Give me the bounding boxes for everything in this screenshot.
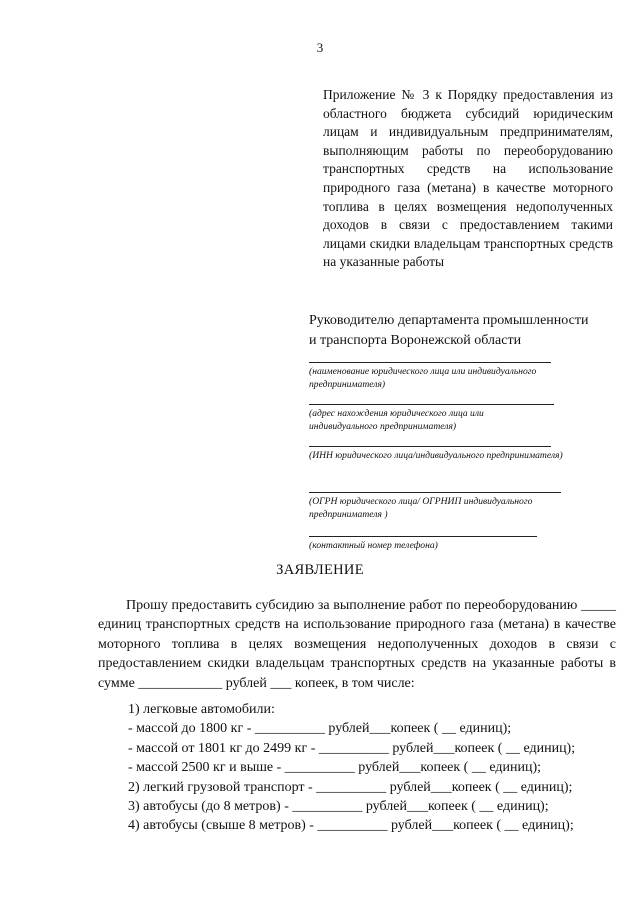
addressee-block <box>309 311 619 351</box>
applicant-phone-caption: (контактный номер телефона) <box>309 540 438 551</box>
applicant-ogrn-field <box>309 492 561 521</box>
list-item: - массой от 1801 кг до 2499 кг - __________ рублей___копеек ( __ единиц); <box>128 740 576 756</box>
list-item: 2) легкий грузовой транспорт - __________ рублей___копеек ( __ единиц); <box>128 779 573 795</box>
document-title: ЗАЯВЛЕНИЕ <box>276 562 364 578</box>
request-paragraph <box>98 596 616 693</box>
applicant-phone-field <box>309 536 537 552</box>
addressee-line-2: и транспорта Воронежской области <box>309 333 522 348</box>
applicant-name-field <box>309 362 551 391</box>
list-item: 3) автобусы (до 8 метров) - __________ рублей___копеек ( __ единиц); <box>128 799 549 815</box>
applicant-address-line <box>309 404 554 405</box>
list-item: - массой 2500 кг и выше - __________ рублей___копеек ( __ единиц); <box>128 760 542 776</box>
list-item: - массой до 1800 кг - __________ рублей___копеек ( __ единиц); <box>128 721 512 737</box>
applicant-inn-field <box>309 446 609 462</box>
applicant-ogrn-caption: (ОГРН юридического лица/ ОГРНИП индивидуального предпринимателя ) <box>309 496 533 520</box>
applicant-ogrn-line <box>309 492 561 493</box>
applicant-name-line <box>309 362 551 363</box>
applicant-inn-caption: (ИНН юридического лица/индивидуального предпринимателя) <box>309 450 563 461</box>
applicant-address-field <box>309 404 554 433</box>
page-number: 3 <box>316 40 324 55</box>
applicant-address-caption: (адрес нахождения юридического лица или индивидуального предпринимателя) <box>309 408 484 432</box>
list-item: 4) автобусы (свыше 8 метров) - __________ рублей___копеек ( __ единиц); <box>128 818 574 834</box>
list-item: 1) легковые автомобили: <box>128 702 275 717</box>
applicant-inn-line <box>309 446 551 447</box>
vehicle-items-list <box>128 700 628 836</box>
addressee-line-1: Руководителю департамента промышленности <box>309 313 589 328</box>
appendix-header: Приложение № 3 к Порядку предоставления из областного бюджета субсидий юридическим лицам и индивидуальным предпринимателям, выполняющим работы по переоборудованию транспортных средств на использование природного газа (метана) в качестве моторного топлива в целях возмещения недополученных доходов в связи с предоставлением такими лицами скидки владельцам транспортных средств на указанные работы <box>323 87 613 270</box>
applicant-phone-line <box>309 536 537 537</box>
applicant-name-caption: (наименование юридического лица или индивидуального предпринимателя) <box>309 366 537 390</box>
request-text: Прошу предоставить субсидию за выполнение работ по переоборудованию _____ единиц транспортных средств на использование природного газа (метана) в качестве моторного топлива в целях возмещения недополученных доходов в связи с предоставлением скидки владельцам транспортных средств на указанные работы в сумме ____________ рублей ___ копеек, в том числе: <box>98 598 616 691</box>
